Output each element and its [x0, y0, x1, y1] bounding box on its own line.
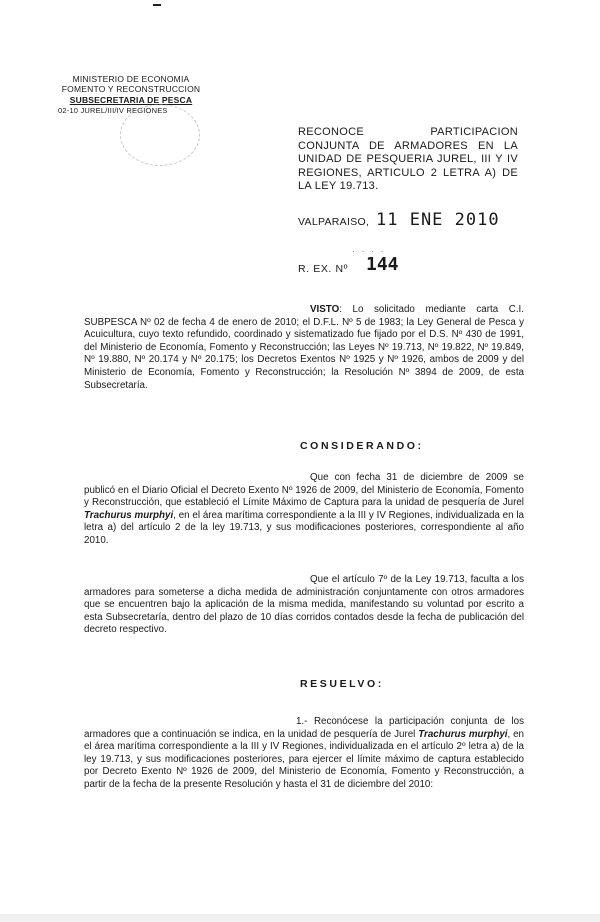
visto-label: VISTO	[310, 304, 340, 315]
number-stamp-dots: · · · ·	[352, 246, 386, 256]
document-subject: RECONOCE PARTICIPACION CONJUNTA DE ARMADORES EN LA UNIDAD DE PESQUERIA JUREL, III Y IV REGIONES, ARTICULO 2 LETRA A) DE LA LEY 19.713.	[298, 126, 518, 193]
considerando-heading: CONSIDERANDO:	[300, 440, 424, 452]
resolution-label: R. EX. Nº	[298, 263, 349, 275]
resolution-number: 144	[366, 254, 399, 275]
visto-text: : Lo solicitado mediante carta C.I. SUBPESCA Nº 02 de fecha 4 de enero de 2010; el D.F.L. Nº 5 de 1983; la Ley General de Pesca y Acuicultura, cuyo texto refundido, coordinado y sistematizado fue fijado por el D.S. Nº 430 de 1991, del Ministerio de Economía, Fomento y Reconstrucción; las Leyes Nº 19.713, Nº 19.822, Nº 19.849, Nº 19.880, Nº 20.174 y Nº 20.175; los Decretos Exentos Nº 1925 y Nº 1926, ambos de 2009 y del Ministerio de Economía, Fomento y Reconstrucción; la Resolución Nº 3894 de 2009, de esta Subsecretaría.	[84, 304, 524, 391]
ministry-subtitle: FOMENTO Y RECONSTRUCCION	[61, 84, 201, 94]
page-bottom-shadow	[0, 914, 600, 922]
article-number: 1.-	[296, 716, 308, 727]
scan-mark	[153, 4, 161, 6]
subsecretaria-name: SUBSECRETARIA DE PESCA	[69, 95, 193, 105]
file-reference: 02-10 JUREL/III/IV REGIONES	[58, 106, 168, 115]
species-name: Trachurus murphyi	[418, 728, 508, 740]
considerando-paragraph-2: Que el artículo 7º de la Ley 19.713, faculta a los armadores para someterse a dicha medida de administración conjuntamente con otros armadores que se encuentren bajo la aplicación de la misma medida, manifestando su voluntad por escrito a esta Subsecretaría, dentro del plazo de 10 días corridos contados desde la fecha de publicación del decreto respectivo.	[84, 574, 524, 636]
considerando-paragraph-1: Que con fecha 31 de diciembre de 2009 se publicó en el Diario Oficial el Decreto Exento Nº 1926 de 2009, del Ministerio de Economía, Fomento y Reconstrucción, que estableció el Límite Máximo de Captura para la unidad de pesquería de Jurel Trachurus murphyi, en el área marítima correspondiente a la III y IV Regiones, individualizada en la letra a) del artículo 2 de la ley 19.713, y sus modificaciones posteriores, correspondiente al año 2010.	[84, 472, 524, 546]
resuelvo-paragraph-1: 1.- Reconócese la participación conjunta de los armadores que a continuación se indica, en la unidad de pesquería de Jurel Trachurus murphyi, en el área marítima correspondiente a la III y IV Regiones, individualizada en el artículo 2º letra a) de la ley 19.713, y sus modificaciones posteriores, para ejercer el límite máximo de captura establecido por Decreto Exento Nº 1926 de 2009, del Ministerio de Economía, Fomento y Reconstrucción, a partir de la fecha de la presente Resolución y hasta el 31 de diciembre del 2010:	[84, 716, 524, 790]
resuelvo-heading: RESUELVO:	[300, 678, 384, 690]
place-label: VALPARAISO,	[298, 216, 370, 228]
document-date: 11 ENE 2010	[376, 210, 500, 230]
official-stamp	[120, 104, 200, 166]
species-name: Trachurus murphyi	[84, 509, 174, 521]
ministry-name: MINISTERIO DE ECONOMIA	[72, 74, 190, 84]
visto-paragraph	[84, 304, 524, 392]
